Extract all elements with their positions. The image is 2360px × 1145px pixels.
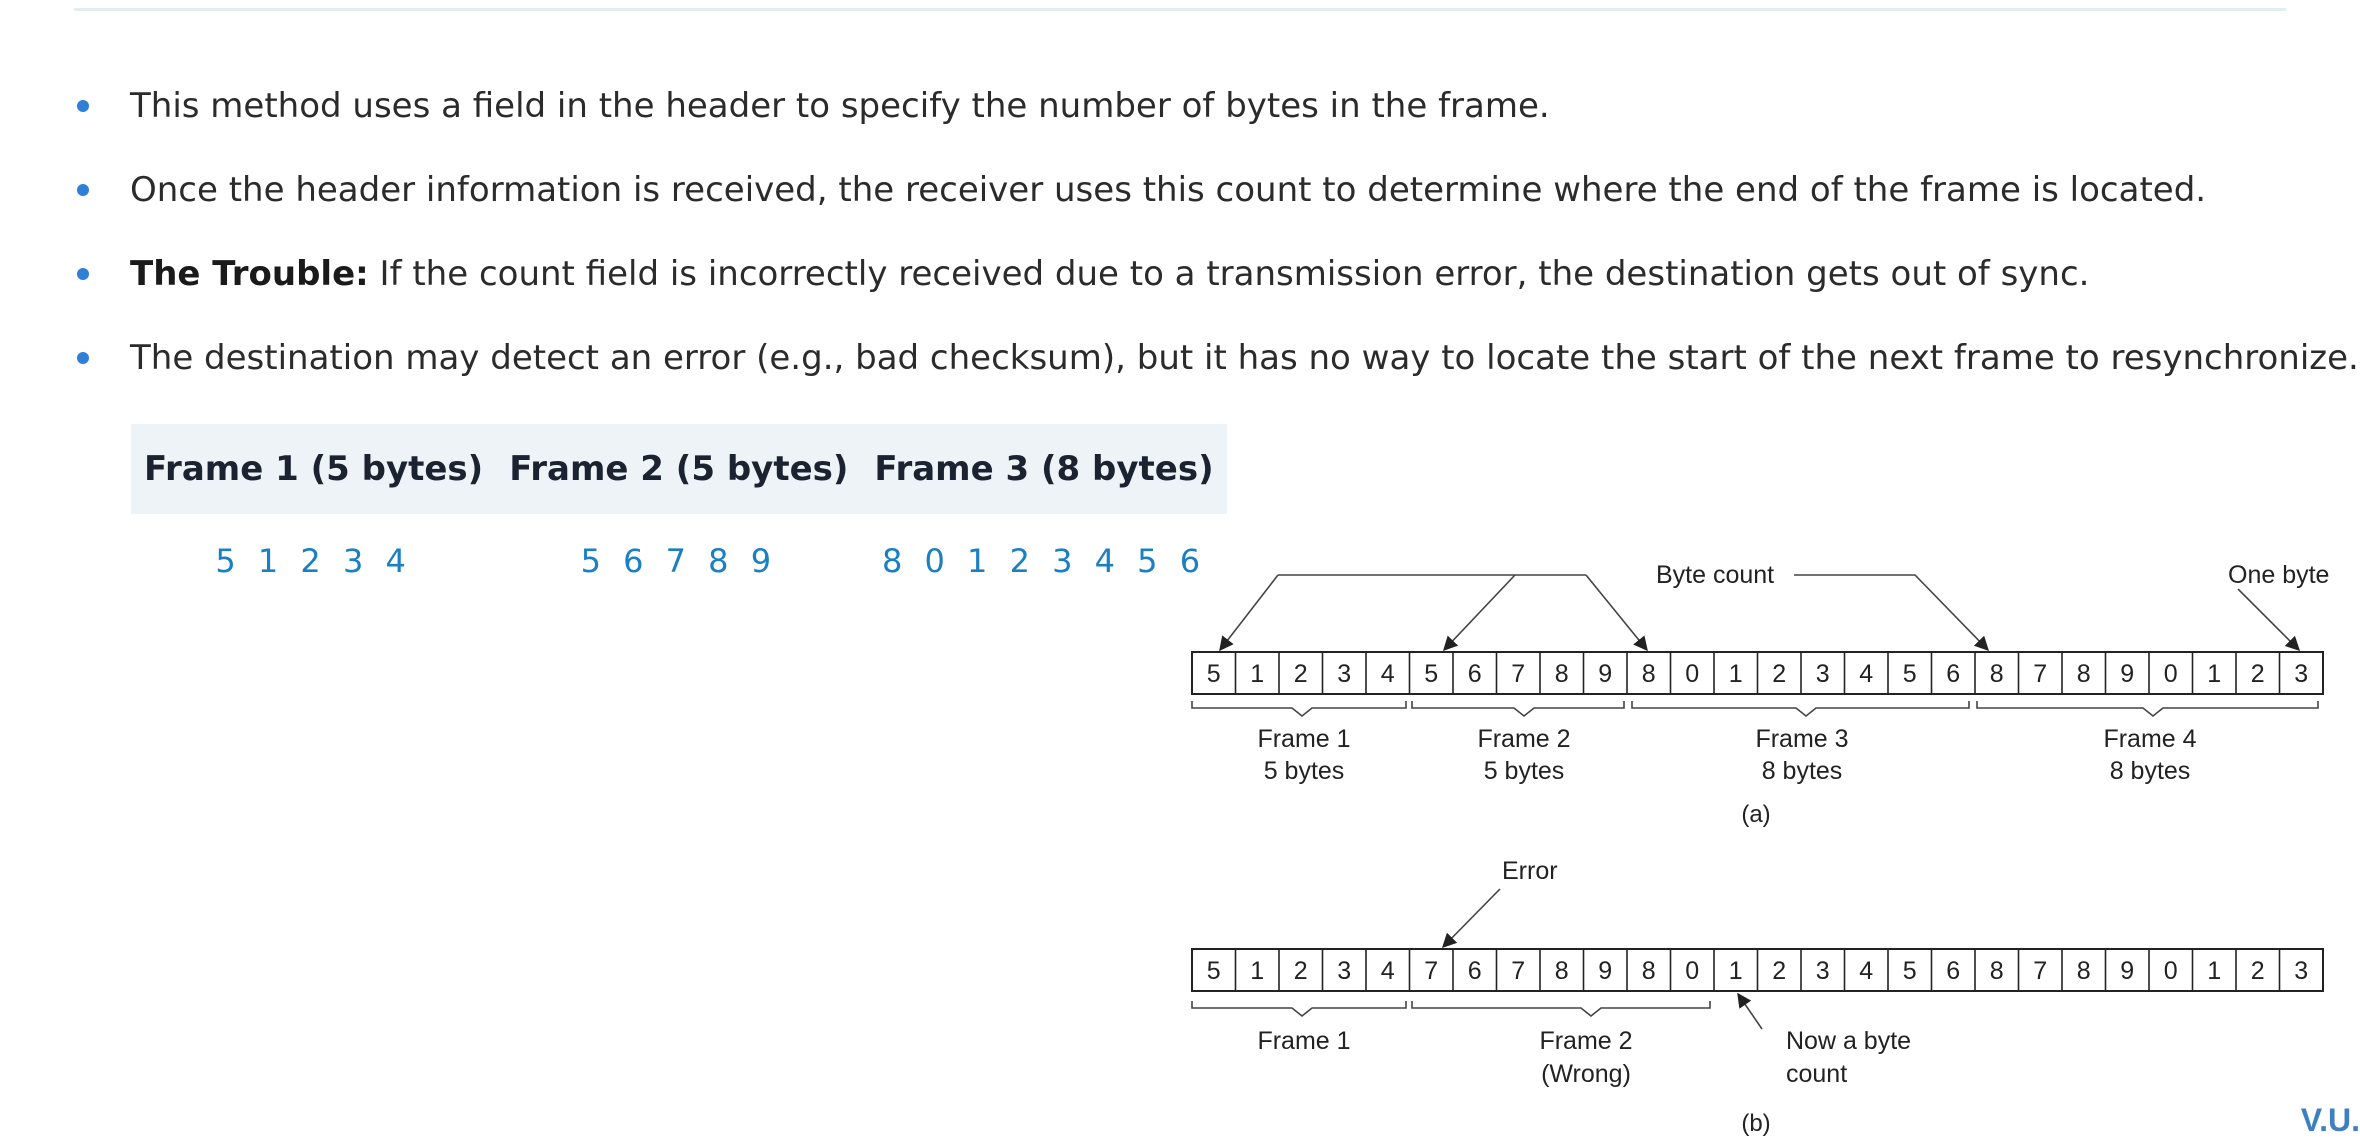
frame-1-brace-b: [1192, 1001, 1406, 1016]
row-b-byte-cell: 3: [2294, 957, 2309, 985]
frame-1-size: 5 bytes: [1263, 757, 1345, 785]
row-a-byte-cell: 6: [1467, 660, 1482, 688]
bullet-dot-icon: [77, 352, 89, 364]
row-b-byte-cell: 7: [1424, 957, 1439, 985]
table-row: [131, 514, 1227, 608]
frame-4-size: 8 bytes: [2109, 757, 2191, 785]
byte-count-label: Byte count: [1656, 561, 1775, 589]
row-b-byte-cell: 8: [2076, 957, 2091, 985]
row-b-byte-cell: 0: [1685, 957, 1700, 985]
arrow-to-frame-4-count: [1794, 575, 1988, 650]
row-a-byte-cell: 1: [1728, 660, 1743, 688]
frame-2-header: Frame 2 (5 bytes): [496, 424, 861, 514]
row-b-byte-cell: 3: [1337, 957, 1352, 985]
row-a-byte-cell: 3: [2294, 660, 2309, 688]
row-b-byte-cell: 8: [1641, 957, 1656, 985]
error-label: Error: [1502, 857, 1558, 885]
row-b-byte-cell: 6: [1946, 957, 1961, 985]
frame-3-label: Frame 3: [1755, 725, 1849, 753]
row-a-byte-cell: 8: [1641, 660, 1656, 688]
frame-3-size: 8 bytes: [1761, 757, 1843, 785]
frame-table-header-row: [131, 424, 1227, 514]
row-a-byte-cell: 7: [1511, 660, 1526, 688]
bullet-text: Once the header information is received, the receiver uses this count to determine where the end of the frame is located.: [130, 170, 2207, 210]
arrow-to-frame-3-count: [1586, 575, 1647, 650]
now-byte-count-label-line-1: Now a byte: [1786, 1027, 1912, 1055]
bullet-item: [74, 246, 2324, 330]
row-a-byte-cell: 5: [1206, 660, 1221, 688]
error-arrow: [1443, 889, 1500, 947]
frame-1-brace: [1192, 701, 1406, 716]
row-b-byte-cell: 8: [1989, 957, 2004, 985]
caption-b: (b): [1741, 1110, 1771, 1137]
bullet-item: [74, 78, 2324, 162]
row-a-byte-cell: 8: [1989, 660, 2004, 688]
row-a-byte-cell: 3: [1815, 660, 1830, 688]
row-a-byte-cell: 2: [1772, 660, 1787, 688]
bullet-text: If the count field is incorrectly received due to a transmission error, the destination gets out of sync.: [368, 254, 2090, 294]
row-a-byte-cell: 7: [2033, 660, 2048, 688]
byte-row-a: [1192, 652, 2323, 694]
bullet-dot-icon: [77, 184, 89, 196]
row-b-byte-cell: 1: [2207, 957, 2222, 985]
frame-3-bytes: 8 0 1 2 3 4 5 6: [881, 542, 1207, 580]
row-b-byte-cell: 7: [1511, 957, 1526, 985]
frame-2-bytes: 5 6 7 8 9: [580, 542, 778, 580]
row-a-byte-cell: 8: [1554, 660, 1569, 688]
row-b-byte-cell: 2: [1293, 957, 1308, 985]
frame-3-brace: [1632, 701, 1969, 716]
row-b-byte-cell: 0: [2163, 957, 2178, 985]
diagram-a: [1192, 561, 2329, 828]
row-a-byte-cell: 2: [1293, 660, 1308, 688]
row-b-byte-cell: 7: [2033, 957, 2048, 985]
diagram-b: [1192, 857, 2323, 1137]
frame-2-label-b: Frame 2: [1539, 1027, 1633, 1055]
now-byte-count-label-line-2: count: [1786, 1060, 1848, 1088]
row-a-byte-cell: 2: [2250, 660, 2265, 688]
row-b-byte-cell: 5: [1902, 957, 1917, 985]
row-b-byte-cell: 1: [1250, 957, 1265, 985]
frame-2-label: Frame 2: [1477, 725, 1571, 753]
frame-1-label: Frame 1: [1257, 725, 1351, 753]
now-byte-count-arrow: [1738, 994, 1762, 1029]
frame-2-brace: [1412, 701, 1624, 716]
row-a-byte-cell: 4: [1859, 660, 1874, 688]
byte-row-b: [1192, 949, 2323, 991]
row-b-byte-cell: 3: [1815, 957, 1830, 985]
bullet-dot-icon: [77, 100, 89, 112]
vu-logo: V.U.: [2300, 1102, 2360, 1138]
row-a-byte-cell: 3: [1337, 660, 1352, 688]
frame-4-label: Frame 4: [2103, 725, 2197, 753]
caption-a: (a): [1741, 801, 1771, 828]
arrow-to-frame-1-count: [1220, 575, 1278, 650]
row-b-byte-cell: 2: [2250, 957, 2265, 985]
frame-2-brace-b: [1412, 1001, 1710, 1016]
frame-3-header: Frame 3 (8 bytes): [861, 424, 1226, 514]
row-b-byte-cell: 4: [1859, 957, 1874, 985]
bullet-text: The destination may detect an error (e.g., bad checksum), but it has no way to locate the start of the next frame to resynchronize.: [130, 338, 2359, 378]
top-divider: [74, 8, 2286, 11]
row-b-byte-cell: 8: [1554, 957, 1569, 985]
spacer: [1732, 1051, 1743, 1062]
bullet-item: [74, 162, 2324, 246]
frame-4-brace: [1977, 701, 2318, 716]
row-b-byte-cell: 1: [1728, 957, 1743, 985]
row-a-byte-cell: 1: [1250, 660, 1265, 688]
frame-2-wrong-label: (Wrong): [1541, 1060, 1631, 1088]
row-a-byte-cell: 4: [1380, 660, 1395, 688]
row-a-byte-cell: 0: [2163, 660, 2178, 688]
row-a-byte-cell: 5: [1902, 660, 1917, 688]
one-byte-arrow: [2238, 589, 2299, 650]
row-b-byte-cell: 5: [1206, 957, 1221, 985]
bullet-text: This method uses a field in the header to specify the number of bytes in the frame.: [130, 86, 1550, 126]
row-a-byte-cell: 0: [1685, 660, 1700, 688]
row-a-byte-cell: 6: [1946, 660, 1961, 688]
row-a-byte-cell: 8: [2076, 660, 2091, 688]
row-a-byte-cell: 9: [1598, 660, 1613, 688]
row-a-byte-cell: 5: [1424, 660, 1439, 688]
arrow-to-frame-2-count: [1444, 575, 1515, 650]
row-a-byte-cell: 1: [2207, 660, 2222, 688]
frame-1-label-b: Frame 1: [1257, 1027, 1351, 1055]
row-b-byte-cell: 2: [1772, 957, 1787, 985]
frame-1-bytes: 5 1 2 3 4: [215, 542, 412, 580]
row-b-byte-cell: 9: [2120, 957, 2135, 985]
row-b-byte-cell: 4: [1380, 957, 1395, 985]
row-b-byte-cell: 9: [1598, 957, 1613, 985]
row-b-byte-cell: 6: [1467, 957, 1482, 985]
bullet-bold: The Trouble:: [130, 254, 369, 294]
row-a-byte-cell: 9: [2120, 660, 2135, 688]
frame-1-header: Frame 1 (5 bytes): [131, 424, 496, 514]
byte-count-diagram: [1180, 545, 2360, 1145]
bullet-list: [74, 78, 2359, 414]
frame-table: [131, 424, 1227, 608]
one-byte-label: One byte: [2228, 561, 2330, 589]
bullet-dot-icon: [77, 268, 89, 280]
bullet-item: [74, 330, 2359, 414]
frame-2-size: 5 bytes: [1483, 757, 1565, 785]
